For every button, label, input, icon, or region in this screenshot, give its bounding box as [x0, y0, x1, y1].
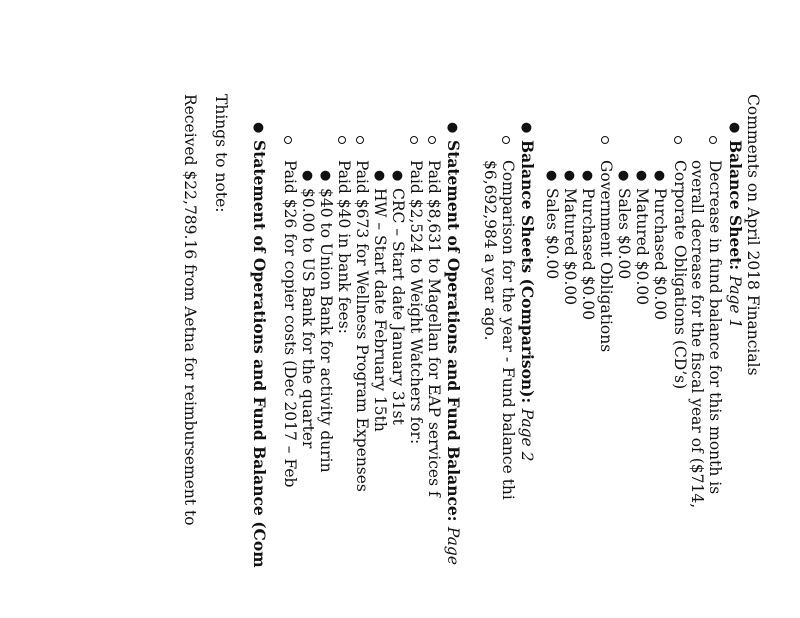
section-heading-text: Statement of Operations and Fund Balance: — [444, 140, 463, 522]
bullet-icon: ● — [652, 170, 667, 182]
list-item: $6,692,984 a year ago. — [481, 160, 499, 341]
bullet-icon: ● — [445, 122, 460, 134]
page-reference: Page — [444, 526, 462, 565]
bullet-icon: ● — [544, 170, 559, 182]
bullet-icon: ● — [372, 170, 387, 182]
bullet-icon: ● — [300, 170, 315, 182]
list-item: Comparison for the year - Fund balance thi — [499, 160, 517, 500]
circle-bullet-icon — [410, 136, 418, 144]
bullet-icon: ● — [727, 122, 742, 134]
circle-bullet-icon — [601, 136, 609, 144]
list-item: Paid $40 in bank fees: — [335, 160, 353, 334]
section-heading-statement-of-operations — [444, 140, 462, 565]
section-heading-statement-comparison: Statement of Operations and Fund Balance (Com — [250, 140, 269, 568]
list-item: Matured $0.00 — [561, 188, 579, 306]
bullet-icon: ● — [634, 170, 649, 182]
list-item: $0.00 to US Bank for the quarter — [299, 188, 317, 449]
section-heading-balance-sheets-comparison — [518, 140, 536, 462]
list-item: overall decrease for the fiscal year of ($714, — [688, 160, 706, 509]
circle-bullet-icon — [674, 136, 682, 144]
document-title: Comments on April 2018 Financials — [744, 94, 762, 376]
list-item: Decrease in fund balance for this month is — [706, 160, 724, 495]
bullet-icon: ● — [390, 170, 405, 182]
list-item: Matured $0.00 — [633, 188, 651, 306]
circle-bullet-icon — [338, 136, 346, 144]
section-heading-text: Balance Sheet: — [726, 140, 745, 271]
list-item: Paid $8,631 to Magellan for EAP services f — [425, 160, 443, 497]
page-reference: Page 1 — [726, 275, 744, 329]
list-item: Purchased $0.00 — [579, 188, 597, 321]
list-item: Paid $2,524 to Weight Watchers for: — [407, 160, 425, 445]
bullet-icon: ● — [251, 122, 266, 134]
circle-bullet-icon — [709, 136, 717, 144]
list-item: Sales $0.00 — [615, 188, 633, 280]
list-item: $40 to Union Bank for activity durin — [317, 188, 335, 473]
list-item: HW – Start date February 15th — [371, 188, 389, 432]
section-heading-text: Balance Sheets (Comparison): — [518, 140, 537, 404]
bullet-icon: ● — [519, 122, 534, 134]
circle-bullet-icon — [356, 136, 364, 144]
list-item: Sales $0.00 — [543, 188, 561, 280]
bullet-icon: ● — [580, 170, 595, 182]
list-item: Purchased $0.00 — [651, 188, 669, 321]
list-item: Paid $26 for copier costs (Dec 2017 – Feb — [281, 160, 299, 488]
section-heading-balance-sheet — [726, 140, 744, 328]
circle-bullet-icon — [428, 136, 436, 144]
circle-bullet-icon — [502, 136, 510, 144]
list-item: CRC – Start date January 31st — [389, 188, 407, 425]
note-item: Received $22,789.16 from Aetna for reimbursement to — [181, 94, 199, 526]
list-item: Government Obligations — [597, 160, 615, 353]
bullet-icon: ● — [318, 170, 333, 182]
list-item: Corporate Obligations (CD’s) — [671, 160, 689, 390]
list-item: Paid $673 for Wellness Program Expenses — [353, 160, 371, 492]
circle-bullet-icon — [284, 136, 292, 144]
page-reference: Page 2 — [518, 408, 536, 462]
bullet-icon: ● — [616, 170, 631, 182]
bullet-icon: ● — [562, 170, 577, 182]
notes-heading: Things to note: — [212, 94, 230, 213]
